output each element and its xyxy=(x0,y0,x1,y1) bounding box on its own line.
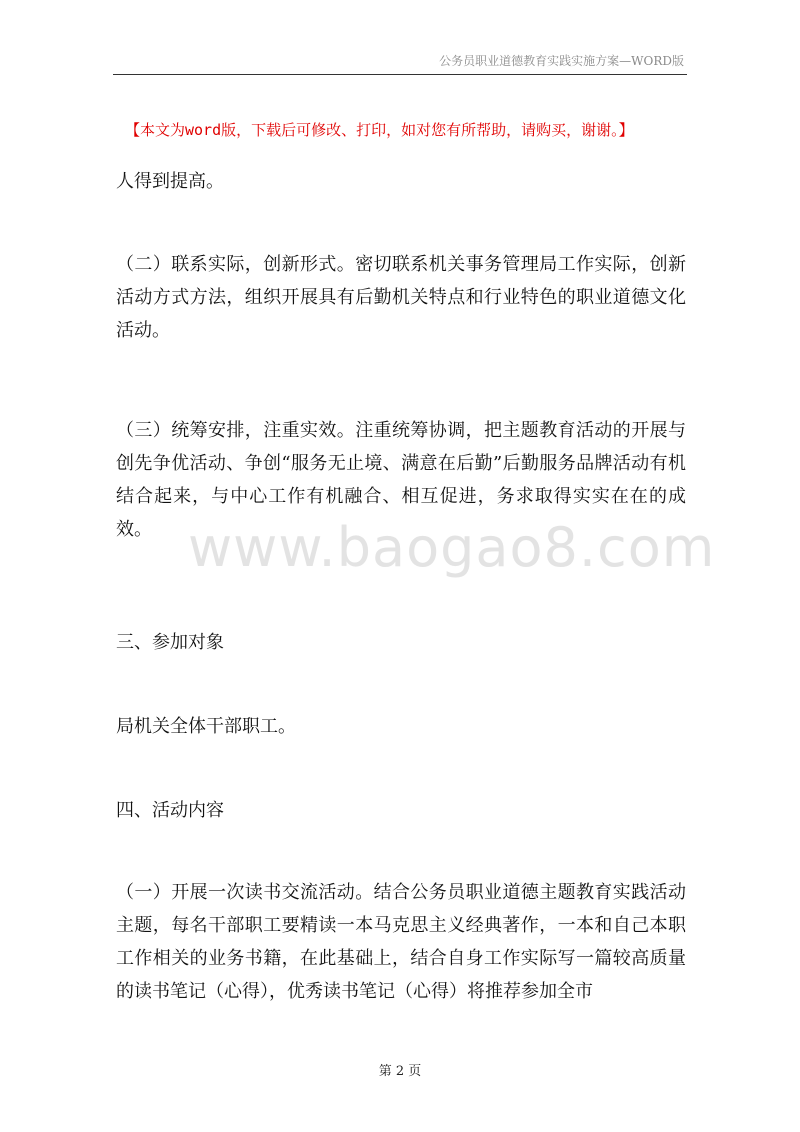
paragraph-3: （三）统筹安排，注重实效。注重统筹协调，把主题教育活动的开展与创先争优活动、争创“服务无止境、满意在后勤”后勤服务品牌活动有机结合起来，与中心工作有机融合、相互促进，务求取得实实在在的成效。 xyxy=(116,420,686,540)
header-divider xyxy=(113,74,687,75)
section-heading-participants: 三、参加对象 xyxy=(116,632,224,653)
page-number: 第 2 页 xyxy=(378,1064,422,1079)
section-heading-activities: 四、活动内容 xyxy=(116,800,224,821)
download-notice: 【本文为word版，下载后可修改、打印，如对您有所帮助，请购买，谢谢。】 xyxy=(125,121,634,139)
watermark: www.baogao8.com xyxy=(188,516,716,579)
paragraph-activity-1: （一）开展一次读书交流活动。结合公务员职业道德主题教育实践活动主题，每名干部职工要精读一本马克思主义经典著作，一本和自己本职工作相关的业务书籍，在此基础上，结合自身工作实际写一篇较高质量的读书笔记（心得），优秀读书笔记（心得）将推荐参加全市 xyxy=(116,882,686,1002)
paragraph-participants: 局机关全体干部职工。 xyxy=(116,716,296,737)
paragraph-2: （二）联系实际，创新形式。密切联系机关事务管理局工作实际，创新活动方式方法，组织开展具有后勤机关特点和行业特色的职业道德文化活动。 xyxy=(116,254,686,341)
paragraph-1: 人得到提高。 xyxy=(116,171,224,192)
header-title: 公务员职业道德教育实践实施方案—WORD版 xyxy=(439,54,684,68)
